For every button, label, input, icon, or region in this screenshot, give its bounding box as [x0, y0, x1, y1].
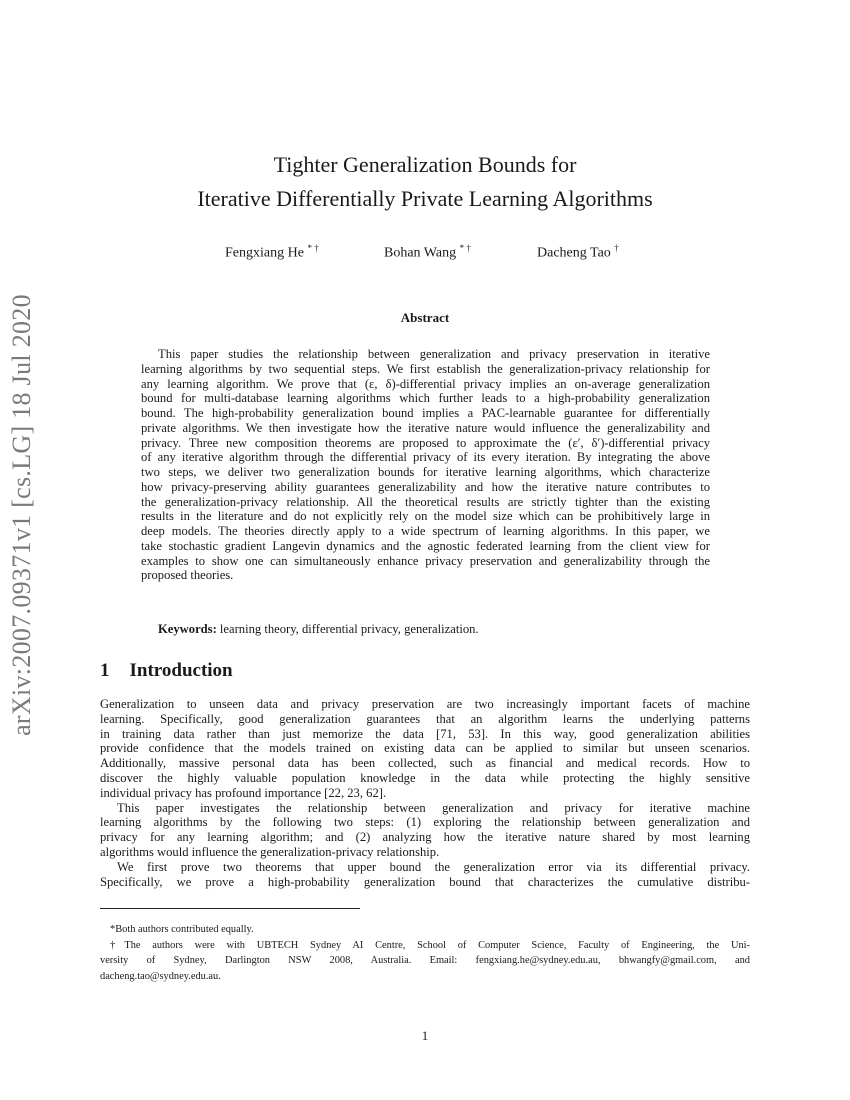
intro-line: provide confidence that the models trained on existing data can be applied to similar but unseen scenarios.: [100, 741, 750, 756]
paper-title-line-1: Tighter Generalization Bounds for: [273, 152, 577, 177]
keywords: [158, 622, 479, 637]
section-title: Introduction: [129, 660, 233, 681]
intro-line: privacy for any learning algorithm; and (2) analyzing how the iterative nature shared by most learning: [100, 830, 750, 845]
author-name: Dacheng Tao: [537, 245, 611, 261]
page-number: 1: [421, 1028, 429, 1043]
intro-line: individual privacy has profound importance [22, 23, 62].: [100, 785, 387, 800]
intro-line: Additionally, massive personal data has been collected, such as financial and medical records. How to: [100, 756, 750, 771]
author-3: [537, 243, 619, 262]
intro-line: Specifically, we prove a high-probability generalization bound that characterizes the cumulative distribu-: [100, 874, 750, 889]
footnotes-line: versity of Sydney, Darlington NSW 2008, Australia. Email: fengxiang.he@sydney.edu.au, bhwangfy@gmail.com, and: [100, 955, 750, 966]
keywords-text: learning theory, differential privacy, generalization.: [219, 622, 479, 636]
author-2: [384, 243, 471, 262]
abstract-line: how privacy-preserving ability guarantees generalizability and how the iterative nature contributes to: [141, 479, 710, 494]
abstract-line: any learning algorithm. We prove that (ε, δ)-differential privacy implies an on-average generalization: [141, 376, 710, 391]
section-number: 1: [100, 660, 110, 681]
abstract-line: learning algorithms by two sequential steps. We first establish the generalization-privacy relationship for: [141, 361, 710, 376]
intro-line: learning. Specifically, good generalization guarantees that an algorithm learns the underlying patterns: [100, 711, 750, 726]
intro-line: algorithms would influence the generalization-privacy relationship.: [100, 845, 440, 859]
footnotes-line: dacheng.tao@sydney.edu.au.: [100, 970, 221, 982]
arxiv-identifier-stamp: arXiv:2007.09371v1 [cs.LG] 18 Jul 2020: [7, 294, 36, 736]
footnotes-line: *Both authors contributed equally.: [110, 924, 254, 935]
intro-line: learning algorithms by the following two steps: (1) exploring the relationship between generalization and: [100, 815, 750, 830]
abstract-line: examples to show one can simultaneously enhance privacy preservation and generalizability through the: [141, 553, 710, 568]
paper-title-line-2: Iterative Differentially Private Learning Algorithms: [197, 186, 653, 211]
abstract-line: deep models. The theories directly apply to a wide spectrum of learning algorithms. In this paper, we: [141, 524, 710, 538]
author-1: [225, 243, 319, 262]
intro-line: Generalization to unseen data and privacy preservation are two increasingly important facets of machine: [100, 697, 750, 711]
keywords-label: Keywords:: [158, 622, 217, 636]
footnotes-line: †The authors were with UBTECH Sydney AI Centre, School of Computer Science, Faculty of Engineering, the Uni-: [110, 939, 750, 951]
abstract-heading: Abstract: [400, 310, 450, 325]
abstract-line: This paper studies the relationship between generalization and privacy preservation in iterative: [158, 347, 710, 361]
author-name: Fengxiang He: [225, 245, 304, 261]
abstract-line: the generalization-privacy relationship. All the theoretical results are strictly tighter than the existing: [141, 494, 710, 509]
abstract-line: two steps, we deliver two generalization bounds for iterative learning algorithms, which characterize: [141, 465, 710, 479]
abstract-line: private algorithms. We then investigate how the iterative nature would influence the generalizability and: [141, 420, 710, 435]
abstract-line: bound. The high-probability generalization bound implies a PAC-learnable guarantee for differentially: [141, 406, 710, 420]
abstract-line: bound for multi-database learning algorithms which further leads to a high-probability generalization: [141, 391, 710, 406]
intro-line: We first prove two theorems that upper bound the generalization error via its differential privacy.: [117, 859, 750, 874]
abstract-line: take stochastic gradient Langevin dynamics and the agnostic federated learning from the client view for: [141, 538, 710, 553]
author-name: Bohan Wang: [384, 245, 457, 261]
intro-line: in training data rather than just memorize the data [71, 53]. In this way, good generalization abilities: [100, 726, 750, 741]
author-marks: * †: [459, 243, 471, 253]
author-marks: * †: [307, 243, 319, 253]
footnote-rule: [100, 908, 360, 909]
section-heading: [100, 660, 233, 682]
intro-line: This paper investigates the relationship between generalization and privacy for iterative machine: [117, 800, 750, 815]
intro-line: discover the highly valuable population knowledge in the data while protecting the highly sensitive: [100, 771, 750, 785]
author-marks: †: [614, 243, 619, 253]
abstract-line: proposed theories.: [141, 568, 234, 583]
abstract-line: of any iterative algorithm through the differential privacy of its every iteration. By integrating the above: [141, 450, 710, 465]
abstract-line: privacy. Three new composition theorems are proposed to approximate the (ε′, δ′)-differential privacy: [141, 435, 710, 450]
abstract-line: results in the literature and do not explicitly rely on the model size which can be prohibitively large in: [141, 509, 710, 524]
